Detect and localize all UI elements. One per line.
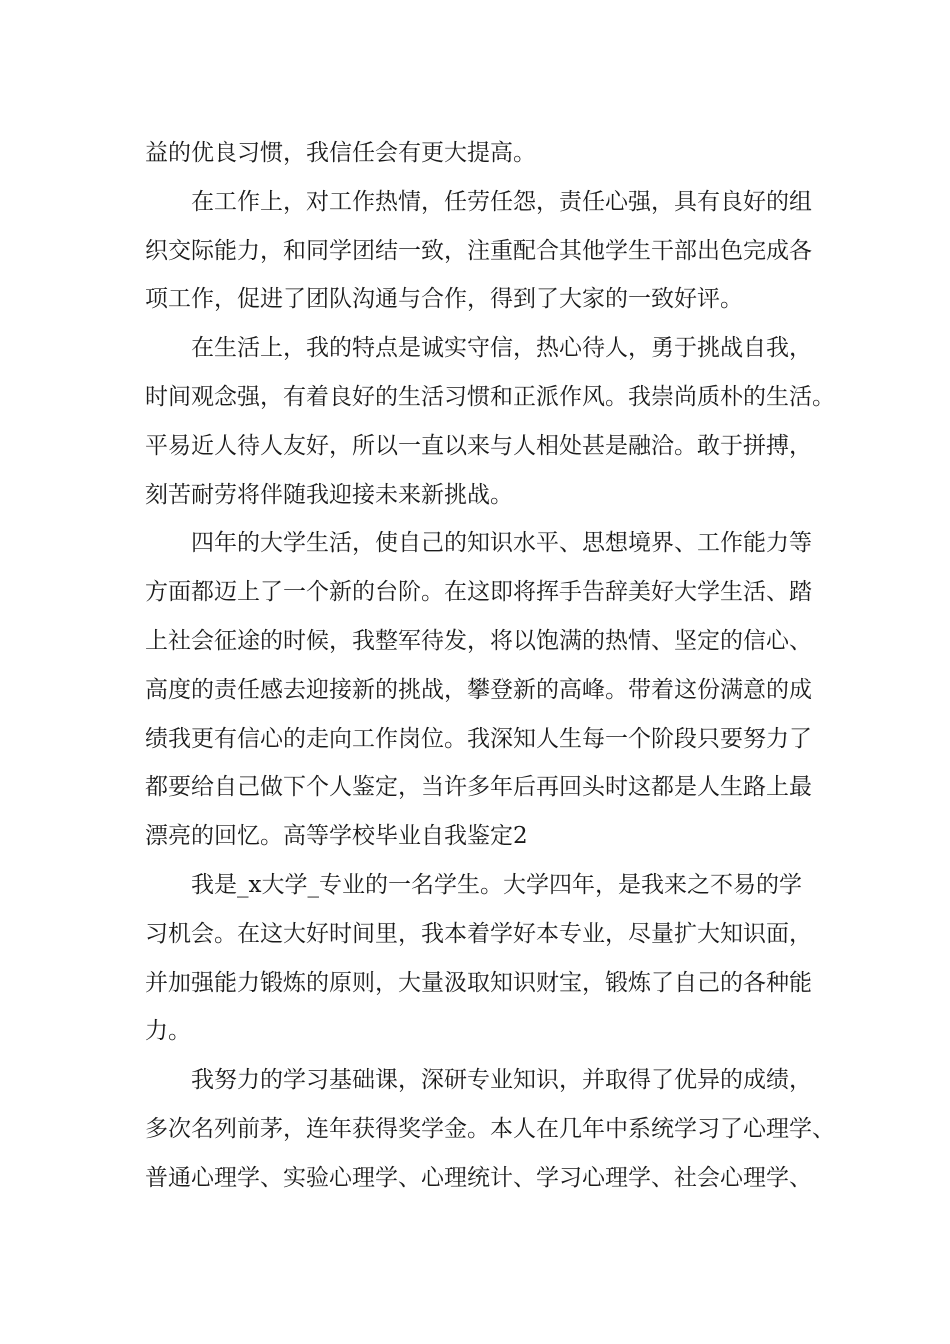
text-line: 四年的大学生活，使自己的知识水平、思想境界、工作能力等 bbox=[191, 530, 812, 557]
text-line: 平易近人待人友好，所以一直以来与人相处甚是融洽。敢于拼搏， bbox=[145, 432, 812, 459]
text-line: 时间观念强，有着良好的生活习惯和正派作风。我崇尚质朴的生活。 bbox=[145, 383, 835, 410]
text-line: 并加强能力锻炼的原则，大量汲取知识财宝，锻炼了自己的各种能 bbox=[145, 969, 812, 996]
text-line: 习机会。在这大好时间里，我本着学好本专业，尽量扩大知识面， bbox=[145, 920, 812, 947]
text-line: 都要给自己做下个人鉴定，当许多年后再回头时这都是人生路上最 bbox=[145, 774, 812, 801]
text-line: 绩我更有信心的走向工作岗位。我深知人生每一个阶段只要努力了 bbox=[145, 725, 812, 752]
text-line: 上社会征途的时候，我整军待发，将以饱满的热情、坚定的信心、 bbox=[145, 627, 812, 654]
text-line: 漂亮的回忆。高等学校毕业自我鉴定2 bbox=[145, 823, 528, 850]
document-body bbox=[145, 129, 835, 1203]
text-line: 织交际能力，和同学团结一致，注重配合其他学生干部出色完成各 bbox=[145, 237, 812, 264]
text-line: 我是_x大学_专业的一名学生。大学四年，是我来之不易的学 bbox=[191, 871, 802, 898]
text-line: 在工作上，对工作热情，任劳任怨，责任心强，具有良好的组 bbox=[191, 188, 812, 215]
text-line: 力。 bbox=[145, 1018, 191, 1045]
text-line: 益的优良习惯，我信任会有更大提高。 bbox=[145, 140, 536, 166]
text-line: 我努力的学习基础课，深研专业知识，并取得了优异的成绩， bbox=[191, 1067, 812, 1094]
text-line: 刻苦耐劳将伴随我迎接未来新挑战。 bbox=[145, 481, 513, 508]
text-line: 方面都迈上了一个新的台阶。在这即将挥手告辞美好大学生活、踏 bbox=[145, 579, 812, 606]
text-line: 多次名列前茅，连年获得奖学金。本人在几年中系统学习了心理学、 bbox=[145, 1115, 835, 1142]
text-line: 普通心理学、实验心理学、心理统计、学习心理学、社会心理学、 bbox=[145, 1164, 812, 1191]
text-line: 在生活上，我的特点是诚实守信，热心待人，勇于挑战自我， bbox=[191, 335, 812, 362]
text-line: 项工作，促进了团队沟通与合作，得到了大家的一致好评。 bbox=[145, 286, 743, 313]
text-line: 高度的责任感去迎接新的挑战，攀登新的高峰。带着这份满意的成 bbox=[145, 676, 812, 703]
